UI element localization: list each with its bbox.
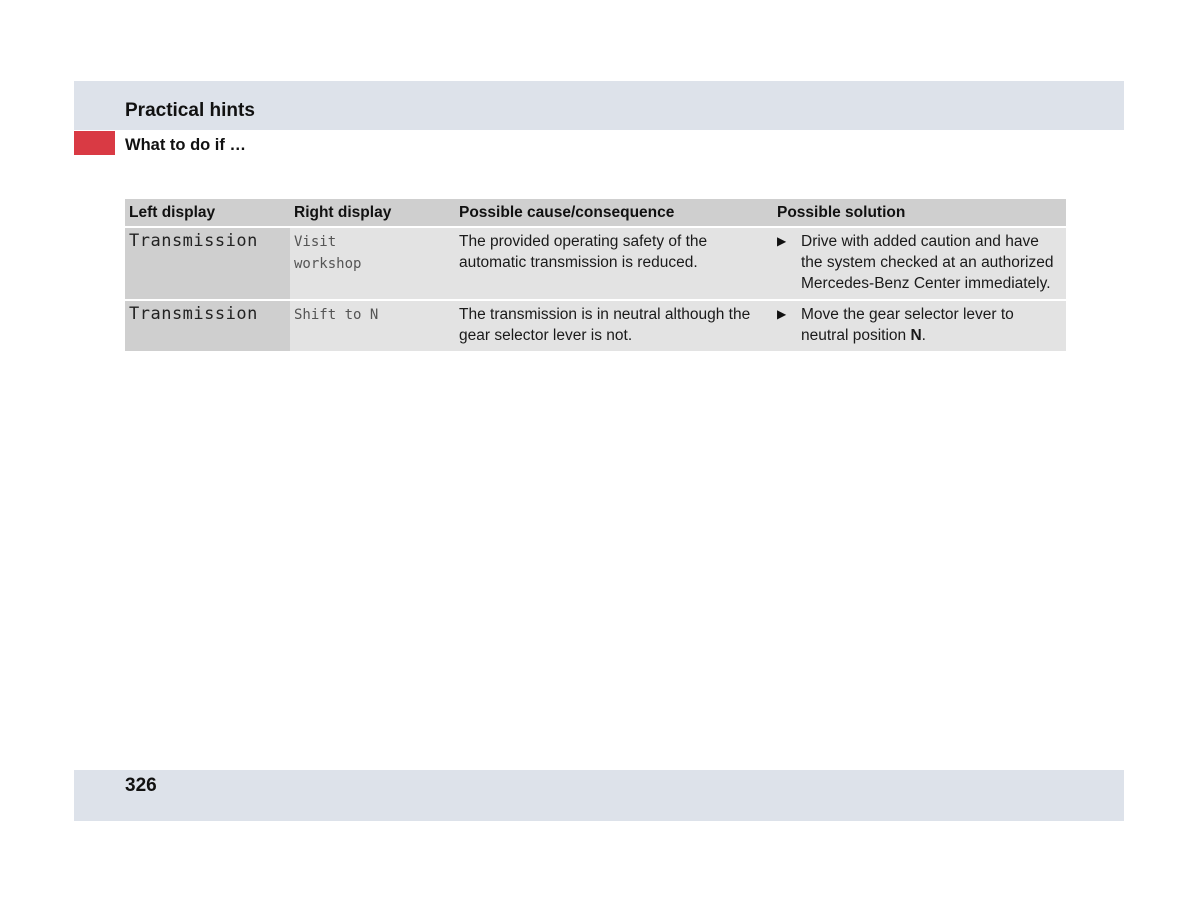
cause-cell: The provided operating safety of the automatic transmission is reduced.	[455, 228, 773, 301]
solution-text-bold: N	[910, 327, 922, 344]
right-display-text: Visit workshop	[294, 234, 362, 272]
solution-cell	[773, 301, 1066, 353]
table-row	[125, 228, 1066, 301]
solution-cell	[773, 228, 1066, 301]
display-messages-table-wrapper	[125, 199, 1066, 353]
right-display-cell	[290, 301, 455, 353]
red-section-marker	[74, 131, 115, 155]
solution-text	[801, 231, 1062, 294]
table-row	[125, 301, 1066, 353]
solution-text	[801, 304, 1062, 346]
left-display-cell	[125, 228, 290, 301]
table-header-row	[125, 199, 1066, 228]
column-header-cause: Possible cause/consequence	[455, 199, 773, 228]
right-display-cell	[290, 228, 455, 301]
triangle-right-icon: ▶	[777, 307, 787, 321]
left-display-text: Transmission	[129, 304, 258, 324]
footer-band	[74, 770, 1124, 821]
left-display-text: Transmission	[129, 231, 258, 251]
display-messages-table	[125, 199, 1066, 353]
column-header-right-display: Right display	[290, 199, 455, 228]
column-header-left-display: Left display	[125, 199, 290, 228]
right-display-text: Shift to N	[294, 307, 379, 323]
column-header-solution: Possible solution	[773, 199, 1066, 228]
solution-text-suffix: .	[921, 327, 926, 344]
left-display-cell	[125, 301, 290, 353]
subsection-title: What to do if …	[125, 136, 246, 154]
triangle-right-icon: ▶	[777, 234, 787, 248]
solution-text-main: Move the gear selector lever to neutral position	[801, 306, 1014, 344]
cause-cell: The transmission is in neutral although the gear selector lever is not.	[455, 301, 773, 353]
page-number: 326	[125, 775, 157, 796]
section-title: Practical hints	[125, 100, 255, 121]
solution-text-main: Drive with added caution and have the system checked at an authorized Mercedes-Benz Center immediately.	[801, 233, 1054, 292]
